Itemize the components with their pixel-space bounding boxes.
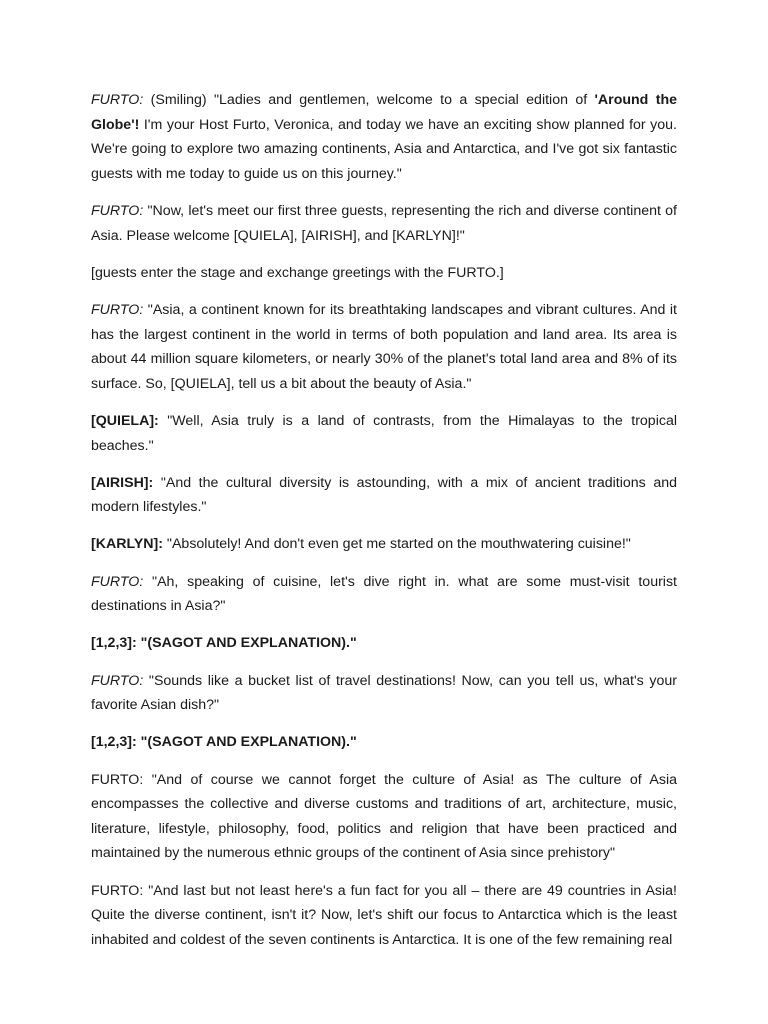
speaker-furto: FURTO: bbox=[91, 672, 144, 689]
speaker-quiela: [QUIELA]: bbox=[91, 412, 159, 429]
paragraph-asia-intro bbox=[91, 298, 677, 396]
dialogue-text: (Smiling) "Ladies and gentlemen, welcome to a special edition of bbox=[143, 92, 595, 108]
paragraph-destinations bbox=[91, 570, 677, 619]
speaker-furto: FURTO: bbox=[91, 202, 144, 219]
dialogue-text: "Ah, speaking of cuisine, let's dive right in. what are some must-visit tourist destinations in Asia?" bbox=[91, 573, 677, 615]
show-title: 'Around the Globe'! bbox=[91, 92, 678, 133]
paragraph-quiela bbox=[91, 409, 677, 458]
dialogue-text: "Absolutely! And don't even get me started on the mouthwatering cuisine!" bbox=[162, 536, 631, 553]
paragraph-culture: FURTO: "And of course we cannot forget the culture of Asia! as The culture of Asia encompasses the collective and diverse customs and traditions of art, architecture, music, literature, lifestyle, philosophy, food, politics and religion that have been practiced and maintained by the numerous ethnic groups of the continent of Asia since prehistory" bbox=[91, 771, 677, 862]
paragraph-favorite-dish bbox=[91, 669, 677, 718]
dialogue-text: "Well, Asia truly is a land of contrasts, from the Himalayas to the tropical beaches." bbox=[91, 412, 677, 454]
paragraph-fun-fact: FURTO: "And last but not least here's a fun fact for you all – there are 49 countries in Asia! Quite the diverse continent, isn't it? Now, let's shift our focus to Antarctica which is the least inhabited and coldest of the seven continents is Antarctica. It is one of the few remaining real bbox=[91, 882, 677, 948]
dialogue-text: I'm your Host Furto, Veronica, and today we have an exciting show planned for you. We're going to explore two amazing continents, Asia and Antarctica, and I've got six fantastic guests with me today to guide us on this journey." bbox=[91, 116, 677, 182]
dialogue-text: "Now, let's meet our first three guests, representing the rich and diverse continent of Asia. Please welcome [QUIELA], [AIRISH], and [KARLYN]!" bbox=[91, 202, 677, 244]
dialogue-text: "And the cultural diversity is astounding, with a mix of ancient traditions and modern lifestyles." bbox=[91, 474, 677, 516]
speaker-airish: [AIRISH]: bbox=[91, 474, 154, 491]
paragraph-answer-placeholder: [1,2,3]: "(SAGOT AND EXPLANATION)." bbox=[91, 734, 357, 751]
paragraph-karlyn bbox=[91, 532, 677, 557]
paragraph-meet-guests bbox=[91, 199, 677, 248]
dialogue-text: "Sounds like a bucket list of travel destinations! Now, can you tell us, what's your favorite Asian dish?" bbox=[91, 672, 677, 714]
paragraph-intro bbox=[91, 88, 677, 186]
dialogue-text: "Asia, a continent known for its breathtaking landscapes and vibrant cultures. And it has the largest continent in the world in terms of both population and land area. Its area is about 44 million square kilometers, or nearly 30% of the planet's total land area and 8% of its surface. So, [QUIELA], tell us a bit about the beauty of Asia." bbox=[91, 301, 677, 392]
speaker-karlyn: [KARLYN]: bbox=[91, 536, 163, 553]
document-page bbox=[91, 88, 677, 965]
paragraph-stage-direction: [guests enter the stage and exchange greetings with the FURTO.] bbox=[91, 264, 504, 281]
paragraph-answer-placeholder: [1,2,3]: "(SAGOT AND EXPLANATION)." bbox=[91, 635, 357, 652]
speaker-furto: FURTO: bbox=[91, 92, 144, 108]
speaker-furto: FURTO: bbox=[91, 573, 144, 590]
paragraph-airish bbox=[91, 471, 677, 520]
speaker-furto: FURTO: bbox=[91, 301, 144, 318]
